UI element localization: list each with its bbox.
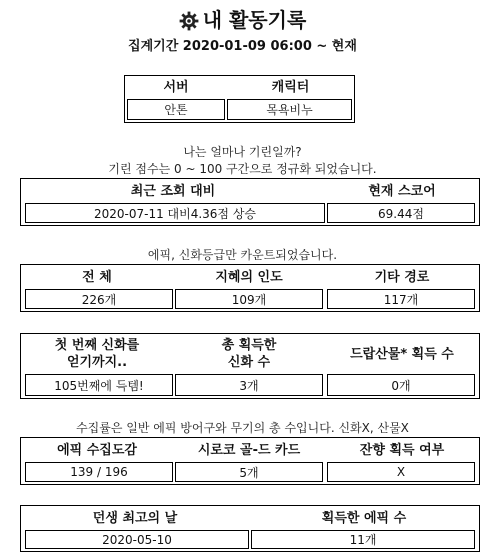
current-score-header: 현재 스코어 [368, 183, 436, 199]
collection-note: 수집률은 일반 에픽 방어구와 무기의 총 수입니다. 신화X, 산물X [76, 421, 409, 435]
total-myth-header-line2: 신화 수 [227, 355, 271, 370]
myth-box [20, 333, 480, 399]
best-day-epic-header: 획득한 에픽 수 [321, 510, 407, 526]
server-value: 안톤 [127, 99, 225, 120]
total-header: 전 체 [82, 269, 112, 285]
epic-collection-value: 139 / 196 [25, 462, 173, 482]
page-title [0, 6, 485, 38]
other-route-value: 117개 [327, 289, 475, 309]
counts-box [20, 264, 480, 312]
recent-compare-value: 2020-07-11 대비4.36점 상승 [25, 203, 325, 223]
account-box [124, 75, 355, 123]
epic-collection-header: 에픽 수집도감 [57, 442, 137, 458]
sirocco-card-value: 5개 [175, 462, 323, 482]
total-value: 226개 [25, 289, 173, 309]
first-myth-header-line2: 얻기까지.. [66, 355, 128, 370]
gear-icon [179, 10, 199, 38]
giri-note: 기린 점수는 0 ~ 100 구간으로 정규화 되었습니다. [108, 162, 377, 176]
best-day-epic-value: 11개 [251, 530, 475, 549]
title-text: 내 활동기록 [202, 8, 307, 32]
recent-compare-header: 최근 조회 대비 [130, 183, 216, 199]
residual-value: X [327, 462, 475, 482]
wisdom-value: 109개 [175, 289, 323, 309]
period-label: 집계기간 2020-01-09 06:00 ~ 현재 [128, 39, 357, 54]
total-myth-value: 3개 [175, 374, 323, 396]
drop-count-value: 0개 [327, 374, 475, 396]
wisdom-header: 지혜의 인도 [215, 269, 283, 285]
giri-box [20, 178, 480, 226]
collection-box [20, 437, 480, 485]
current-score-value: 69.44점 [327, 203, 475, 223]
total-myth-header [173, 334, 325, 374]
first-myth-header [21, 334, 173, 374]
counts-note: 에픽, 신화등급만 카운트되었습니다. [147, 248, 338, 262]
total-myth-header-line1: 총 획득한 [221, 338, 277, 353]
character-header: 캐릭터 [271, 80, 310, 95]
best-day-value: 2020-05-10 [25, 530, 249, 549]
drop-count-header: 드랍산물* 획득 수 [350, 346, 454, 362]
best-day-header: 던생 최고의 날 [92, 510, 178, 526]
first-myth-header-line1: 첫 번째 신화를 [54, 338, 140, 353]
sirocco-card-header: 시로코 골-드 카드 [197, 442, 301, 458]
giri-question: 나는 얼마나 기린일까? [183, 145, 302, 159]
residual-header: 잔향 획득 여부 [359, 442, 445, 458]
character-value: 목욕비누 [227, 99, 352, 120]
other-route-header: 기타 경로 [374, 269, 430, 285]
best-day-box [20, 505, 480, 552]
first-myth-value: 105번째에 득템! [25, 374, 173, 396]
server-header: 서버 [163, 80, 189, 95]
